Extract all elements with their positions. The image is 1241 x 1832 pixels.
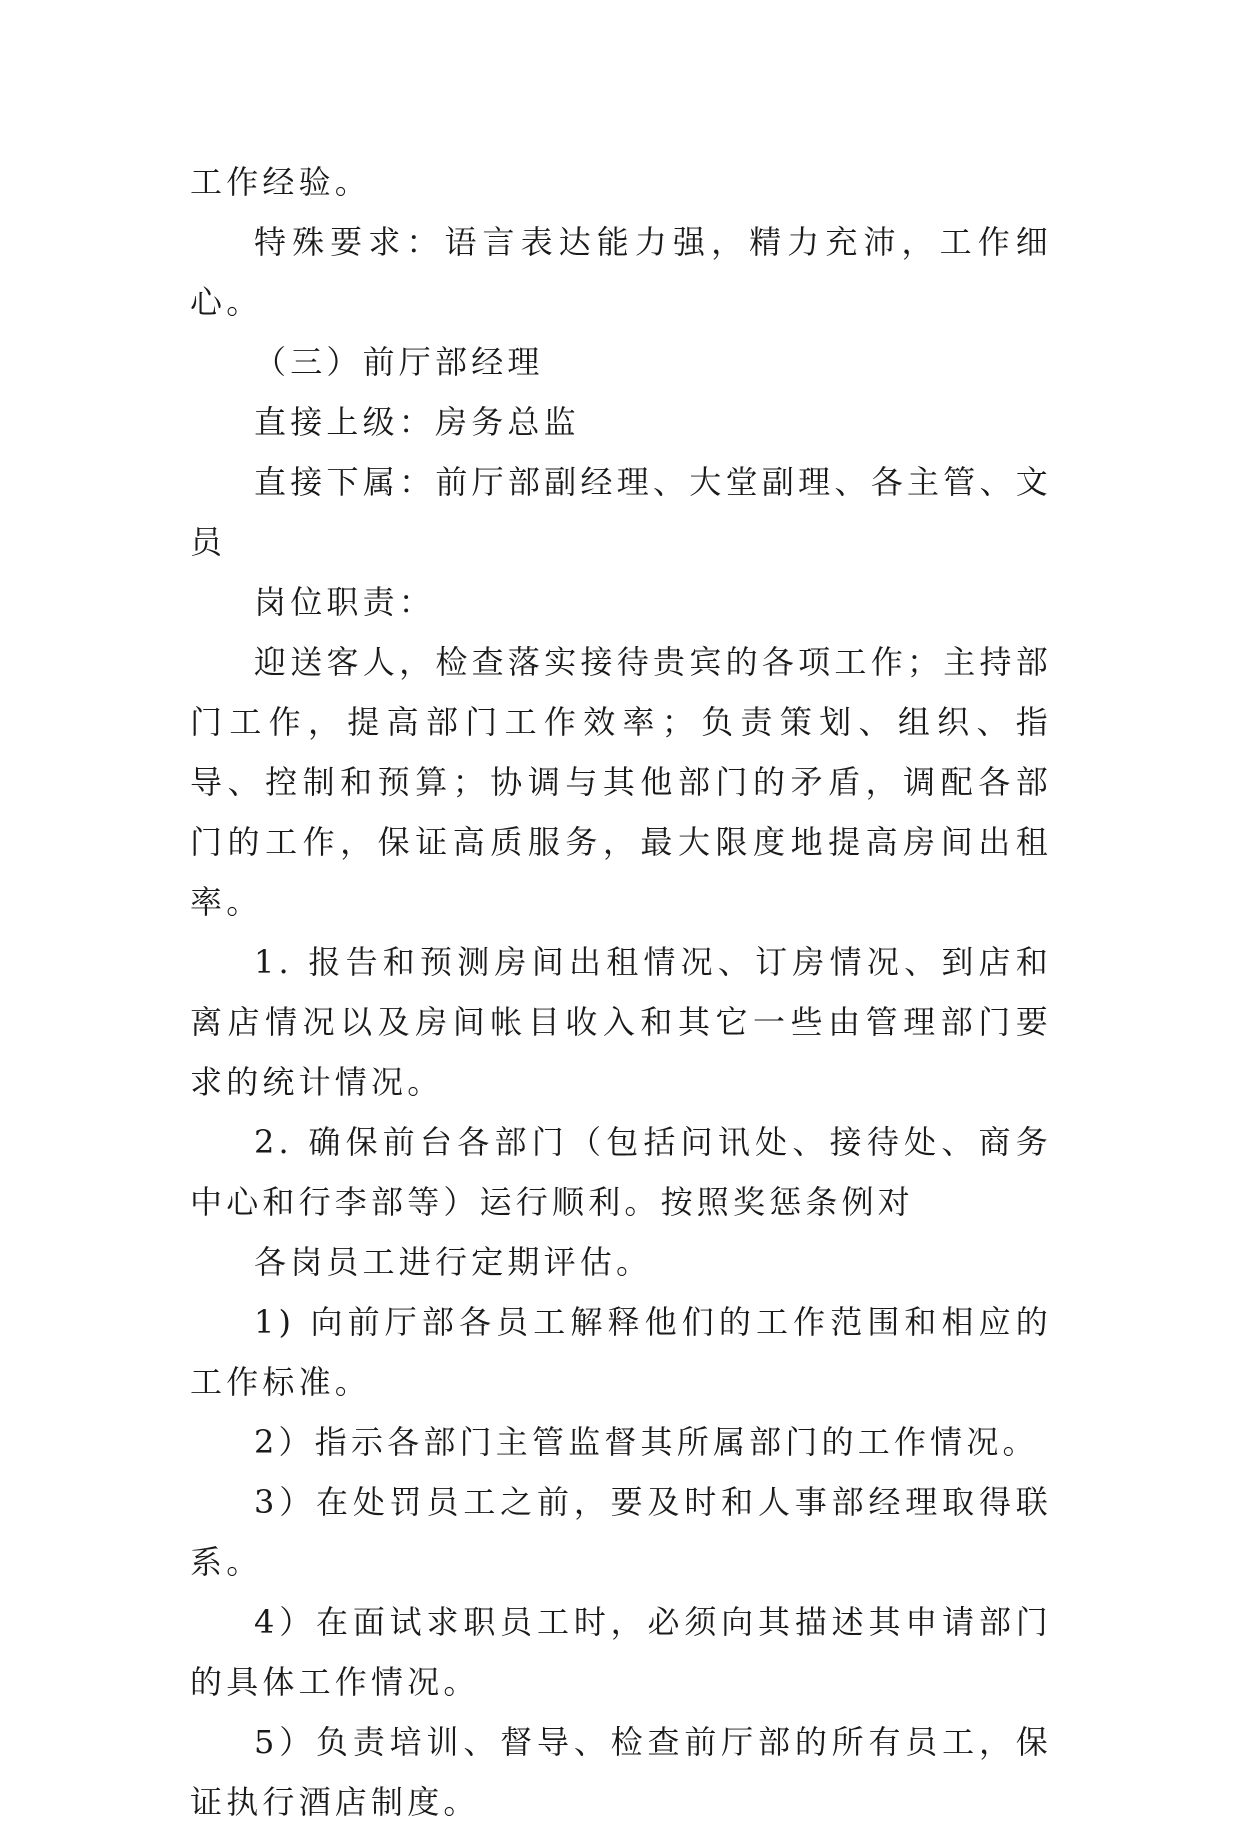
list-item-1: 1. 报告和预测房间出租情况、订房情况、到店和离店情况以及房间帐目收入和其它一些由管理部门要求的统计情况。 (190, 943, 1052, 1101)
paragraph-direct-subordinates: 直接下属：前厅部副经理、大堂副理、各主管、文员 (190, 463, 1052, 561)
section-heading-front-office-manager: （三）前厅部经理 (254, 343, 544, 381)
sub-item-3: 3）在处罚员工之前，要及时和人事部经理取得联系。 (190, 1483, 1052, 1581)
document-body (190, 152, 1052, 1832)
paragraph-special-requirements: 特殊要求：语言表达能力强，精力充沛，工作细心。 (190, 223, 1052, 321)
paragraph-direct-superior: 直接上级：房务总监 (254, 403, 580, 441)
sub-item-2: 2）指示各部门主管监督其所属部门的工作情况。 (254, 1423, 1039, 1461)
paragraph-work-experience-tail: 工作经验。 (190, 163, 372, 201)
list-item-2: 2. 确保前台各部门（包括问讯处、接待处、商务中心和行李部等）运行顺利。按照奖惩条例对 (190, 1123, 1052, 1221)
list-item-2-continued: 各岗员工进行定期评估。 (254, 1243, 653, 1281)
sub-item-4: 4）在面试求职员工时，必须向其描述其申请部门的具体工作情况。 (190, 1603, 1052, 1701)
paragraph-job-duties-label: 岗位职责： (254, 583, 436, 621)
sub-item-1: 1) 向前厅部各员工解释他们的工作范围和相应的工作标准。 (190, 1303, 1052, 1401)
sub-item-5: 5）负责培训、督导、检查前厅部的所有员工，保证执行酒店制度。 (190, 1723, 1052, 1821)
paragraph-duties-summary: 迎送客人，检查落实接待贵宾的各项工作；主持部门工作，提高部门工作效率；负责策划、组织、指导、控制和预算；协调与其他部门的矛盾，调配各部门的工作，保证高质服务，最大限度地提高房间出租率。 (190, 643, 1052, 921)
